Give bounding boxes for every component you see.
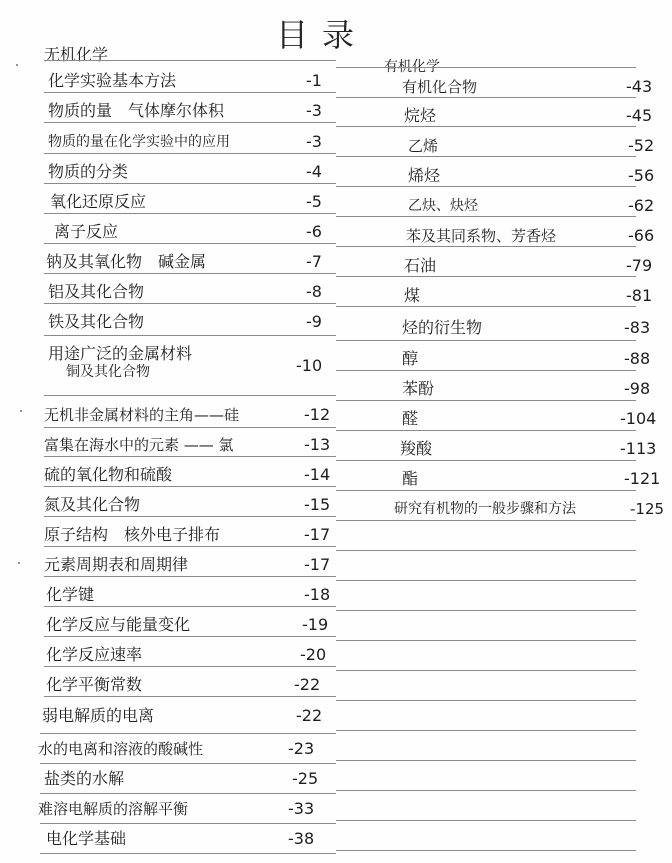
ruled-line [336,246,636,247]
ruled-line [336,610,636,611]
toc-entry-page: -17 [304,525,331,544]
ruled-line [44,546,336,547]
toc-entry-page: -3 [306,132,322,151]
toc-entry [44,496,336,514]
toc-entry [402,350,672,368]
ruled-line [336,306,636,307]
toc-entry [48,313,336,331]
toc-entry-label: 苯及其同系物、芳香烃 [406,227,557,245]
toc-entry-label: 研究有机物的一般步骤和方法 [394,501,576,517]
ruled-line [44,427,336,428]
toc-entry-label: 铝及其化合物 [48,282,145,301]
toc-entry-label: 苯酚 [402,379,435,398]
toc-entry-label [48,345,192,381]
ruled-line [44,92,336,93]
toc-entry [46,646,336,664]
ruled-line [336,156,636,157]
toc-entry-page: -22 [296,706,323,725]
ruled-line [44,213,336,214]
toc-entry-page: -121 [624,469,661,488]
ruled-line [44,395,336,396]
ruled-line [44,183,336,184]
ruled-line [44,303,336,304]
ruled-line [44,486,336,487]
toc-entry-label: 烯烃 [408,166,441,185]
toc-entry-label: 电化学基础 [46,829,127,848]
toc-entry-label: 化学反应与能量变化 [46,615,191,634]
ruled-line [336,276,636,277]
toc-entry-label: 烃的衍生物 [402,318,483,337]
ruled-line [336,460,636,461]
toc-entry-label: 铁及其化合物 [48,312,145,331]
section-heading-inorganic: 无机化学 [44,45,109,64]
ruled-line [40,823,336,824]
toc-entry-page: -45 [626,106,653,125]
toc-entry-page: -10 [296,356,323,375]
toc-entry-page: -81 [626,286,653,305]
toc-entry [44,770,336,788]
toc-entry-page: -23 [288,739,315,758]
ruled-line [336,850,636,851]
ruled-line [44,243,336,244]
ruled-line [44,516,336,517]
toc-entry-page: -1 [306,71,322,90]
toc-entry [46,586,336,604]
toc-entry [46,676,336,694]
toc-entry-page: -4 [306,162,322,181]
toc-entry [54,223,336,241]
toc-entry-page: -6 [306,222,322,241]
toc-entry-label: 物质的量 气体摩尔体积 [48,101,225,120]
toc-entry [408,137,672,155]
ruled-line [40,853,336,854]
ruled-line [40,793,336,794]
ruled-line [44,636,336,637]
toc-entry [50,193,336,211]
toc-entry-page: -18 [304,585,331,604]
toc-entry-label: 物质的量在化学实验中的应用 [48,134,230,150]
ruled-line [336,126,636,127]
ruled-line [336,520,636,521]
toc-entry [402,380,672,398]
toc-entry-label: 盐类的水解 [44,769,125,788]
ruled-line [336,670,636,671]
toc-entry-page: -125 [630,500,665,518]
toc-entry-label: 羧酸 [400,439,433,458]
ruled-line [44,696,336,697]
ruled-line [336,400,636,401]
toc-entry-page: -20 [300,645,327,664]
toc-entry-label: 水的电离和溶液的酸碱性 [38,740,204,758]
toc-entry-page: -7 [306,252,322,271]
toc-entry [44,556,336,574]
ruled-line [44,576,336,577]
section-heading-organic: 有机化学 [384,59,440,75]
toc-entry-label: 石油 [404,256,437,275]
toc-entry [404,107,672,125]
toc-entry-label: 富集在海水中的元素 —— 氯 [44,436,234,454]
toc-entry-page: -14 [304,465,331,484]
toc-entry-page: -5 [306,192,322,211]
toc-entry-sublabel: 铜及其化合物 [66,364,150,380]
ruled-line [336,490,636,491]
toc-entry [38,740,336,758]
ruled-line [44,666,336,667]
ruled-line [336,430,636,431]
ruled-line [336,340,636,341]
scan-speck [16,64,18,66]
toc-entry-label: 无机非金属材料的主角——硅 [44,406,240,424]
toc-entry [42,707,336,725]
toc-entry-page: -3 [306,101,322,120]
toc-entry-page: -62 [628,196,655,215]
toc-entry-label: 氮及其化合物 [44,495,141,514]
ruled-line [336,580,636,581]
toc-entry [46,253,336,271]
toc-entry-page: -17 [304,555,331,574]
toc-entry-page: -25 [292,769,319,788]
toc-entry-page: -83 [624,318,651,337]
toc-entry-page: -19 [302,615,329,634]
toc-entry-page: -104 [620,409,657,428]
toc-entry-label: 氧化还原反应 [50,192,147,211]
toc-entry-page: -9 [306,312,322,331]
ruled-line [336,790,636,791]
toc-entry-label: 化学实验基本方法 [48,71,177,90]
toc-entry [408,197,672,215]
ruled-line [40,733,336,734]
ruled-line [44,606,336,607]
toc-entry-page: -43 [626,77,653,96]
toc-entry [402,470,672,488]
toc-entry [400,440,672,458]
toc-entry-label: 弱电解质的电离 [42,706,155,725]
toc-entry [394,500,672,518]
toc-entry-page: -66 [628,226,655,245]
toc-entry-page: -33 [288,799,315,818]
ruled-line [336,640,636,641]
toc-entry [44,526,336,544]
toc-entry-label-line1: 用途广泛的金属材料 [48,344,193,363]
toc-entry-label: 乙炔、炔烃 [408,198,478,214]
toc-entry-label: 乙烯 [408,137,439,155]
page-title: 目录 [276,16,369,54]
toc-entry [404,257,672,275]
toc-entry-label: 物质的分类 [48,162,129,181]
toc-entry-page: -8 [306,282,322,301]
ruled-line [44,456,336,457]
toc-entry [402,319,672,337]
toc-entry [48,72,336,90]
toc-entry-label: 醇 [402,349,419,368]
toc-entry-page: -79 [626,256,653,275]
toc-entry-page: -56 [628,166,655,185]
ruled-line [336,550,636,551]
ruled-line [44,273,336,274]
toc-entry [406,227,672,245]
toc-entry-page: -113 [620,439,657,458]
toc-entry-label: 化学反应速率 [46,645,143,664]
toc-entry-label: 烷烃 [404,106,437,125]
toc-entry [48,163,336,181]
ruled-line [44,60,336,61]
ruled-line [336,216,636,217]
toc-entry-page: -12 [304,405,331,424]
toc-entry [46,830,336,848]
ruled-line [336,730,636,731]
toc-entry-label: 化学键 [46,585,95,604]
scan-speck [18,562,20,564]
toc-entry [402,78,672,96]
toc-entry-label: 有机化合物 [402,78,478,96]
ruled-line [40,763,336,764]
toc-entry-page: -38 [288,829,315,848]
ruled-line [336,97,636,98]
toc-entry-page: -13 [304,435,331,454]
toc-entry-page: -15 [304,495,331,514]
toc-entry-label: 难溶电解质的溶解平衡 [38,800,189,818]
ruled-line [44,122,336,123]
toc-entry [44,406,336,424]
ruled-line [336,186,636,187]
toc-entry [48,102,336,120]
ruled-line [336,760,636,761]
toc-entry [408,167,672,185]
toc-entry [402,410,672,428]
toc-entry-label: 钠及其氧化物 碱金属 [46,252,207,271]
ruled-line [336,820,636,821]
toc-entry-label: 离子反应 [54,222,119,241]
toc-entry-label: 醛 [402,409,419,428]
toc-entry-label: 原子结构 核外电子排布 [44,525,221,544]
toc-entry-label: 硫的氧化物和硫酸 [44,465,173,484]
scan-speck [20,410,22,412]
toc-entry [44,466,336,484]
toc-entry-multiline [48,345,336,389]
toc-entry [38,800,336,818]
toc-entry-label: 元素周期表和周期律 [44,555,189,574]
ruled-line [44,335,336,336]
ruled-line [44,153,336,154]
toc-entry-page: -22 [294,675,321,694]
toc-entry [48,133,336,151]
ruled-line [336,370,636,371]
ruled-line [336,67,636,68]
toc-entry-page: -52 [628,136,655,155]
toc-entry-label: 化学平衡常数 [46,675,143,694]
toc-entry [46,616,336,634]
toc-entry [48,283,336,301]
toc-entry-label: 酯 [402,469,419,488]
toc-entry-page: -88 [624,349,651,368]
toc-entry [44,436,336,454]
toc-entry [404,287,672,305]
toc-entry-page: -98 [624,379,651,398]
ruled-line [336,700,636,701]
toc-entry-label: 煤 [404,286,421,305]
